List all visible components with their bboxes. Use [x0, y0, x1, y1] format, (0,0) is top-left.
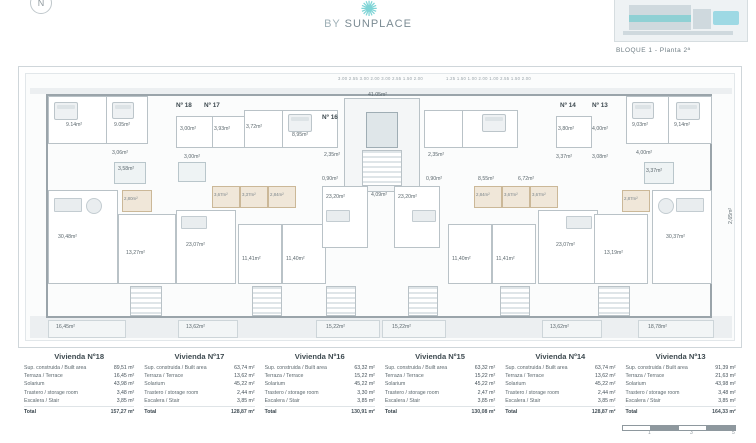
room-label-15-22b: 15,22m² [392, 324, 412, 330]
envelope-bottom-wall [46, 316, 712, 318]
scale-tick-5: 5 [732, 430, 735, 436]
room-label-13-27: 13,27m² [126, 250, 146, 256]
row-value: 45,22 m² [595, 381, 616, 388]
u14-kitchen-3 [530, 186, 558, 208]
table-row-total [505, 406, 615, 416]
row-label: Trastero / storage room [264, 389, 319, 396]
keyplan-label: BLOQUE 1 - Planta 2ª [616, 47, 691, 54]
row-label: Trastero / storage room [384, 389, 439, 396]
u16-room-e [282, 224, 326, 284]
table-row [505, 372, 615, 380]
room-label-2-84b: 2,84m² [476, 192, 490, 197]
u18-kitchen [122, 190, 152, 212]
u14-room-e [492, 224, 536, 284]
u14-kitchen-2 [502, 186, 530, 208]
u18-stair [130, 286, 162, 316]
u13-sofa [676, 198, 704, 212]
row-label: Sup. construida / Built area [625, 365, 688, 371]
u13-stair [598, 286, 630, 316]
row-label: Solarium [144, 381, 165, 388]
row-value: 13,62 m² [595, 373, 616, 380]
u13-table [658, 198, 674, 214]
table-row [144, 397, 254, 405]
unit-title-18: Vivienda Nº18 [54, 352, 105, 361]
logo-name-text: SUNPLACE [344, 18, 412, 30]
u13-room-c [594, 214, 648, 284]
unit-title-17: Vivienda Nº17 [174, 352, 225, 361]
room-label-9-14a: 9.14m² [66, 122, 83, 128]
unit-tag-17: Nº 17 [204, 102, 220, 109]
u17-kitchen-1 [212, 186, 240, 208]
row-label: Sup. construida / Built area [384, 365, 448, 371]
u17-room-e [238, 224, 282, 284]
u18-bed-2 [112, 102, 134, 119]
row-value: 91,39 m² [715, 365, 736, 371]
u13-bed-2 [676, 102, 700, 120]
row-label: Sup. construida / Built area [24, 365, 87, 371]
table-row-total [24, 406, 134, 416]
room-label-0-90b: 0,90m² [426, 176, 443, 182]
room-label-11-41a: 11,41m² [242, 256, 261, 262]
room-label-23-20b: 23,20m² [398, 194, 418, 200]
u18-table [86, 198, 102, 214]
logo-by-text: BY [324, 18, 341, 30]
table-row [385, 364, 495, 372]
row-value: 3,85 m² [477, 397, 496, 404]
unit-table-15 [379, 352, 499, 420]
row-value: 2,44 m² [237, 389, 255, 396]
room-label-4-00: 4,00m² [636, 150, 653, 156]
row-label: Sup. construida / Built area [505, 365, 568, 371]
row-label: Solarium [505, 381, 526, 388]
table-row [144, 389, 254, 397]
scale-tick-1: 1 [648, 430, 651, 436]
room-label-core-terrace: 4,09m² [371, 192, 388, 198]
room-label-3-00: 3,00m² [180, 126, 197, 132]
table-row-total [144, 406, 254, 416]
row-value: 45,22 m² [474, 381, 496, 388]
unit-title-15: Vivienda Nº15 [415, 352, 465, 361]
row-value: 43,98 m² [715, 381, 736, 388]
table-row [505, 380, 615, 388]
row-value: 45,22 m² [354, 381, 375, 388]
row-value: 63,74 m² [234, 365, 255, 371]
room-label-3-80: 3,80m² [558, 126, 575, 132]
unit-title-14: Vivienda Nº14 [535, 352, 586, 361]
room-label-2-35a: 2,35m² [324, 152, 341, 158]
row-label: Terraza / Terrace [264, 373, 304, 380]
row-value: 16,45 m² [113, 373, 135, 380]
u17-bath [178, 162, 206, 182]
room-label-23-07a: 23,07m² [186, 242, 206, 248]
row-label: Total [24, 409, 37, 416]
lift-shaft [366, 112, 398, 148]
row-label: Total [144, 409, 157, 416]
room-label-23-20a: 23,20m² [326, 194, 346, 200]
table-row [385, 389, 495, 397]
u18-sofa [54, 198, 82, 212]
floorplan-drawing [18, 66, 742, 348]
row-label: Terraza / Terrace [505, 373, 545, 380]
row-value: 128,87 m² [230, 409, 255, 416]
room-label-3-37a: 3,37m² [242, 192, 256, 197]
row-value: 130,91 m² [351, 409, 375, 416]
u17-room-a [176, 116, 214, 148]
room-label-2-84a: 2,84m² [270, 192, 284, 197]
central-area-label: 41.05m² [368, 92, 388, 98]
table-row-total [265, 406, 375, 416]
bottom-terrace-band [30, 316, 732, 338]
table-row [385, 372, 495, 380]
unit-title-16: Vivienda Nº16 [294, 352, 345, 361]
plan-inner-frame [25, 73, 735, 341]
row-label: Trastero / storage room [505, 389, 560, 396]
room-label-18-78: 18,78m² [648, 324, 668, 330]
row-label: Trastero / storage room [24, 389, 79, 396]
room-label-11-40b: 11,40m² [452, 256, 471, 262]
row-label: Terraza / Terrace [625, 373, 665, 380]
unit-tag-16: Nº 16 [322, 114, 338, 121]
row-label: Trastero / storage room [625, 389, 680, 396]
unit-title-13: Vivienda Nº13 [655, 352, 706, 361]
table-row [265, 389, 375, 397]
row-value: 43,98 m² [113, 381, 135, 388]
room-label-23-07b: 23,07m² [556, 242, 576, 248]
room-label-15-22a: 15,22m² [326, 324, 346, 330]
u14-kitchen-1 [474, 186, 502, 208]
u13-kitchen [622, 190, 650, 212]
row-value: 15,22 m² [474, 373, 496, 380]
room-label-3-08: 3,08m² [592, 154, 609, 160]
table-row [24, 380, 134, 388]
row-label: Sup. construida / Built area [144, 365, 207, 371]
row-value: 13,62 m² [234, 373, 255, 380]
room-label-3-67a: 3,67m² [214, 192, 228, 197]
row-label: Solarium [264, 381, 286, 388]
room-label-13-19: 13,19m² [604, 250, 624, 256]
room-label-3-37b: 3,37m² [556, 154, 573, 160]
u17-stair [252, 286, 282, 316]
room-label-9-14b: 9,14m² [674, 122, 691, 128]
table-row [505, 389, 615, 397]
room-label-6-72: 6,72m² [518, 176, 535, 182]
row-value: 3,85 m² [116, 397, 135, 404]
table-row [24, 364, 134, 372]
brand-logo [268, 0, 468, 30]
row-label: Total [625, 409, 638, 416]
dimension-string-top-1: 3.00 2.55 3.00 2.00 3.00 2.55 1.50 2.00 [338, 76, 424, 81]
north-badge: N [30, 0, 52, 14]
room-label-0-90a: 0,90m² [322, 176, 339, 182]
u14-stair [500, 286, 530, 316]
row-value: 3,85 m² [237, 397, 255, 404]
room-label-8-55: 8,55m² [478, 176, 495, 182]
row-label: Escalera / Stair [144, 397, 180, 404]
room-label-3-37c: 3,37m² [646, 168, 663, 174]
unit-table-16 [259, 352, 379, 420]
u15-stair [408, 286, 438, 316]
table-row [144, 380, 254, 388]
room-label-3-72: 3,72m² [246, 124, 263, 130]
table-row [24, 389, 134, 397]
row-value: 3,85 m² [357, 397, 375, 404]
row-value: 3,48 m² [718, 389, 736, 396]
table-row-total [625, 406, 735, 416]
u17-room-b [212, 116, 246, 148]
row-label: Solarium [24, 381, 45, 388]
row-label: Solarium [384, 381, 406, 388]
row-label: Escalera / Stair [264, 397, 300, 404]
room-label-13-62b: 13,62m² [550, 324, 570, 330]
table-row [24, 372, 134, 380]
u18-room-c [118, 214, 176, 284]
core-stair [362, 150, 402, 186]
row-value: 45,22 m² [234, 381, 255, 388]
u17-bed-1 [288, 114, 312, 132]
row-label: Escalera / Stair [384, 397, 421, 404]
room-label-3-67c: 3,67m² [532, 192, 546, 197]
table-row [505, 397, 615, 405]
room-label-2-80: 2,80m² [124, 196, 138, 201]
logo-subtitle [268, 18, 468, 30]
row-label: Solarium [625, 381, 646, 388]
table-row [144, 364, 254, 372]
table-row [625, 372, 735, 380]
room-label-3-58: 3,58m² [118, 166, 135, 172]
room-label-30-48: 30,48m² [58, 234, 78, 240]
row-value: 3,85 m² [718, 397, 736, 404]
u14-sofa [566, 216, 592, 229]
keyplan [614, 0, 746, 54]
unit-table-13 [619, 352, 739, 420]
scale-bar [622, 419, 742, 437]
room-label-2-35b: 2,35m² [428, 152, 445, 158]
room-label-11-40a: 11,40m² [286, 256, 305, 262]
table-row [625, 397, 735, 405]
u17-kitchen-3 [268, 186, 296, 208]
room-label-13-62a: 13,62m² [186, 324, 206, 330]
table-row [505, 364, 615, 372]
table-row [385, 380, 495, 388]
unit-tag-18: Nº 18 [176, 102, 192, 109]
row-value: 128,87 m² [591, 409, 616, 416]
room-label-9-05: 9.05m² [114, 122, 131, 128]
row-value: 63,32 m² [354, 365, 375, 371]
u17-sofa [181, 216, 207, 229]
row-value: 2,47 m² [477, 389, 496, 396]
u13-bed-1 [632, 102, 654, 119]
u16-sofa [326, 210, 350, 222]
unit-table-17 [138, 352, 258, 420]
room-label-3-00b: 3,00m² [184, 154, 201, 160]
row-value: 89,51 m² [113, 365, 135, 371]
row-label: Terraza / Terrace [144, 373, 184, 380]
room-label-30-37: 30,37m² [666, 234, 686, 240]
keyplan-image [614, 0, 748, 42]
row-label: Escalera / Stair [24, 397, 60, 404]
row-label: Escalera / Stair [625, 397, 661, 404]
row-label: Terraza / Terrace [384, 373, 424, 380]
room-label-2-87: 2,87m² [624, 196, 638, 201]
u15-room-e [448, 224, 492, 284]
row-label: Trastero / storage room [144, 389, 199, 396]
row-label: Total [384, 409, 397, 416]
unit-schedule-tables [18, 352, 740, 420]
u14-room-c [556, 116, 592, 148]
room-label-3-93: 3,93m² [214, 126, 231, 132]
row-value: 3,30 m² [357, 389, 375, 396]
row-value: 3,48 m² [116, 389, 135, 396]
row-value: 15,22 m² [354, 373, 375, 380]
u14-bed-1 [482, 114, 506, 132]
unit-tag-13: Nº 13 [592, 102, 608, 109]
scale-tick-3: 3 [690, 430, 693, 436]
u18-bed-1 [54, 102, 78, 120]
room-label-3-00c: 4,00m² [592, 126, 609, 132]
u14-room-a [424, 110, 464, 148]
table-row [625, 380, 735, 388]
room-label-11-41b: 11,41m² [496, 256, 515, 262]
table-row [265, 397, 375, 405]
room-label-16-45: 16,45m² [56, 324, 76, 330]
table-row [24, 397, 134, 405]
table-row [265, 380, 375, 388]
table-row [625, 389, 735, 397]
row-label: Total [505, 409, 518, 416]
u16-stair [326, 286, 356, 316]
room-label-9-03: 9,03m² [632, 122, 649, 128]
row-label: Total [264, 409, 277, 416]
row-value: 130,08 m² [471, 409, 496, 416]
logo-mark-icon: ✺ [360, 0, 376, 21]
row-value: 2,44 m² [597, 389, 616, 396]
dimension-string-top-2: 1.25 1.50 1.00 2.00 1.00 2.55 1.50 2.00 [446, 76, 532, 81]
unit-table-14 [499, 352, 619, 420]
unit-tag-14: Nº 14 [560, 102, 576, 109]
table-row [265, 372, 375, 380]
room-label-8-95: 8,95m² [292, 132, 309, 138]
room-label-3-67b: 3,67m² [504, 192, 518, 197]
row-value: 63,32 m² [474, 365, 496, 371]
row-value: 157,27 m² [110, 409, 135, 416]
row-value: 63,74 m² [595, 365, 616, 371]
row-value: 164,33 m² [712, 409, 736, 416]
table-row [385, 397, 495, 405]
table-row [144, 372, 254, 380]
table-row [625, 364, 735, 372]
table-row-total [385, 406, 495, 416]
row-label: Escalera / Stair [505, 397, 541, 404]
u17-kitchen-2 [240, 186, 268, 208]
row-label: Terraza / Terrace [24, 373, 63, 380]
room-label-3-06: 3,06m² [112, 150, 129, 156]
u15-sofa [412, 210, 436, 222]
room-label-2-65: 2,65m² [728, 207, 734, 224]
row-label: Sup. construida / Built area [264, 365, 327, 371]
table-row [265, 364, 375, 372]
unit-table-18 [18, 352, 138, 420]
row-value: 3,85 m² [597, 397, 616, 404]
row-value: 21,63 m² [715, 373, 736, 380]
